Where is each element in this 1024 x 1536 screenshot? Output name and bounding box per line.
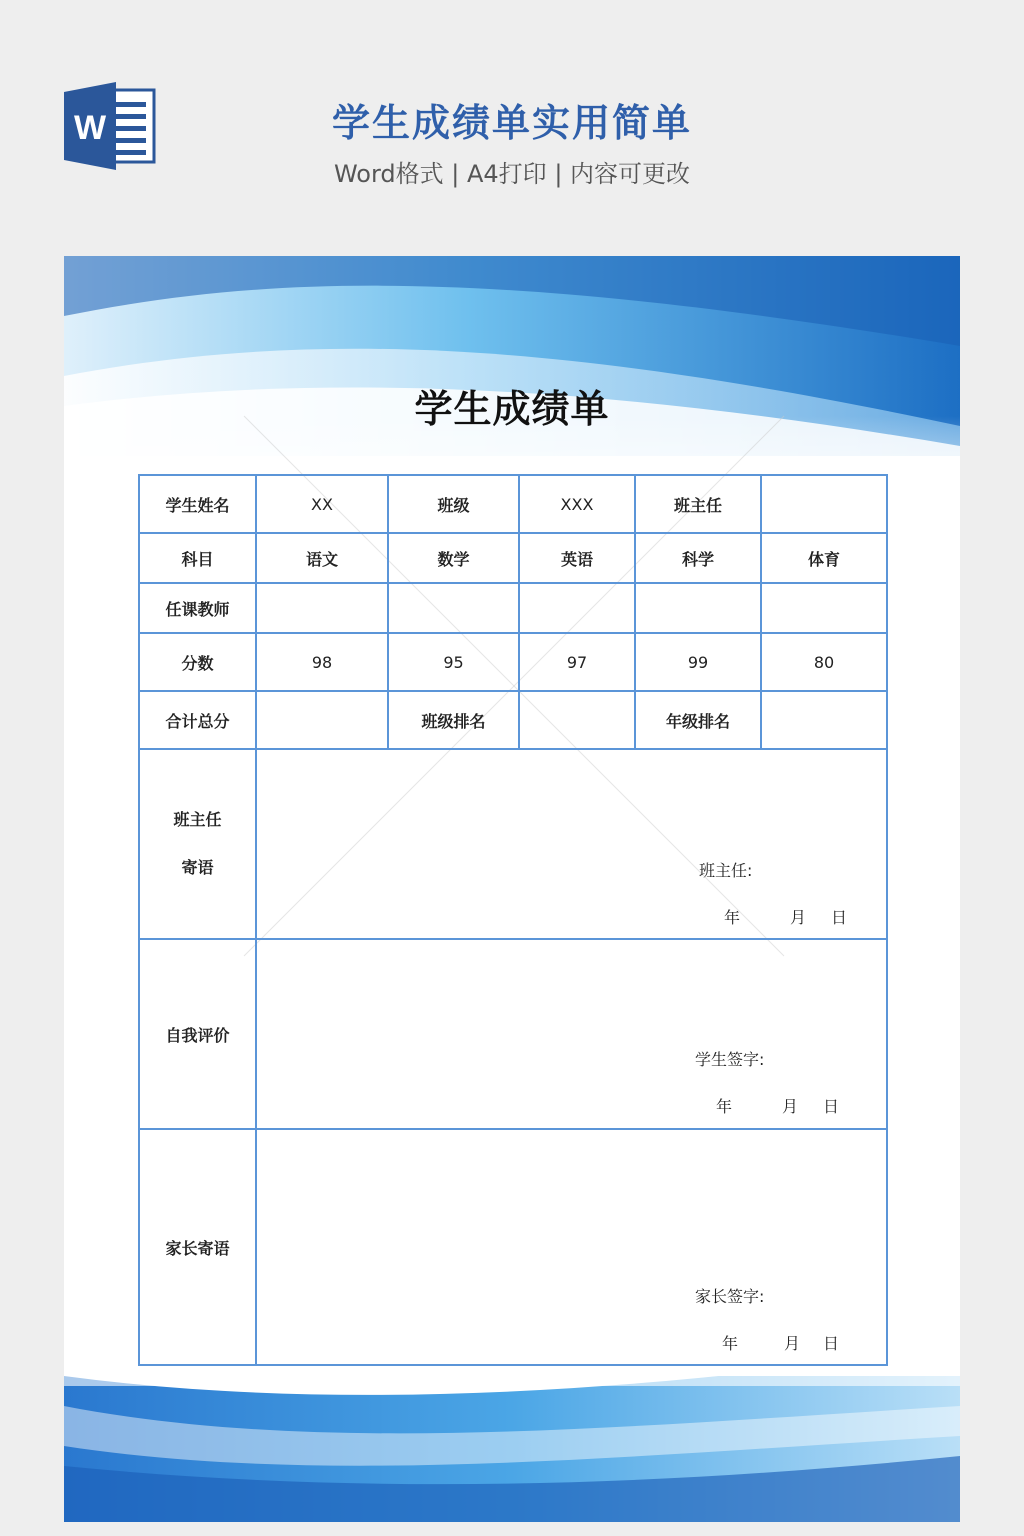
scores-label: 分数 [139,633,256,691]
student-signature-label: 学生签字: [695,1050,765,1069]
self-eval-area[interactable] [256,939,887,1129]
teacher-comment-label [139,749,256,939]
date-month: 月 [781,1097,798,1116]
table-row-teachers [139,583,887,633]
total-label: 合计总分 [139,691,256,749]
score-cell[interactable]: 99 [635,633,761,691]
word-letter: W [73,109,107,147]
table-row-totals [139,691,887,749]
grade-rank-value[interactable] [761,691,887,749]
teacher-comment-label-line2: 寄语 [181,858,214,877]
document-title: 学生成绩单 [414,387,610,431]
date-year: 年 [723,908,740,927]
class-rank-value[interactable] [519,691,635,749]
subjects-label: 科目 [139,533,256,583]
teacher-comment-label-line1: 班主任 [173,810,222,829]
teacher-cell[interactable] [635,583,761,633]
date-month: 月 [783,1334,800,1353]
score-cell[interactable]: 98 [256,633,388,691]
teacher-signature-label: 班主任: [699,861,753,880]
total-value[interactable] [256,691,388,749]
class-rank-label: 班级排名 [388,691,519,749]
score-cell[interactable]: 95 [388,633,519,691]
class-label: 班级 [388,475,519,533]
table-row-student-info [139,475,887,533]
self-eval-date [691,1094,839,1117]
self-eval-label: 自我评价 [139,939,256,1129]
teacher-cell[interactable] [761,583,887,633]
date-day: 日 [823,1097,840,1116]
teacher-comment-area[interactable] [256,749,887,939]
table-row-parent-comment [139,1129,887,1365]
table-row-scores [139,633,887,691]
date-year: 年 [715,1097,732,1116]
teachers-label: 任课教师 [139,583,256,633]
parent-comment-label: 家长寄语 [139,1129,256,1365]
grade-rank-label: 年级排名 [635,691,761,749]
subject-science: 科学 [635,533,761,583]
score-cell[interactable]: 80 [761,633,887,691]
table-row-subjects [139,533,887,583]
teacher-cell[interactable] [519,583,635,633]
table-row-self-eval [139,939,887,1129]
teacher-cell[interactable] [388,583,519,633]
date-day: 日 [823,1334,840,1353]
subject-pe: 体育 [761,533,887,583]
teacher-comment-date [699,905,847,928]
subject-chinese: 语文 [256,533,388,583]
page-subtitle: Word格式 | A4打印 | 内容可更改 [333,160,691,188]
date-day: 日 [831,908,848,927]
subject-math: 数学 [388,533,519,583]
student-name-value[interactable]: XX [256,475,388,533]
parent-signature-label: 家长签字: [695,1287,765,1306]
parent-comment-area[interactable] [256,1129,887,1365]
student-name-label: 学生姓名 [139,475,256,533]
page-title: 学生成绩单实用简单 [331,101,692,145]
head-teacher-value[interactable] [761,475,887,533]
date-year: 年 [721,1334,738,1353]
page-header [0,0,1024,256]
subject-english: 英语 [519,533,635,583]
head-teacher-label: 班主任 [635,475,761,533]
teacher-cell[interactable] [256,583,388,633]
document-page [64,256,960,1522]
class-value[interactable]: XXX [519,475,635,533]
date-month: 月 [789,908,806,927]
grade-table [138,474,888,1366]
parent-comment-date [699,1331,839,1354]
table-row-teacher-comment [139,749,887,939]
score-cell[interactable]: 97 [519,633,635,691]
